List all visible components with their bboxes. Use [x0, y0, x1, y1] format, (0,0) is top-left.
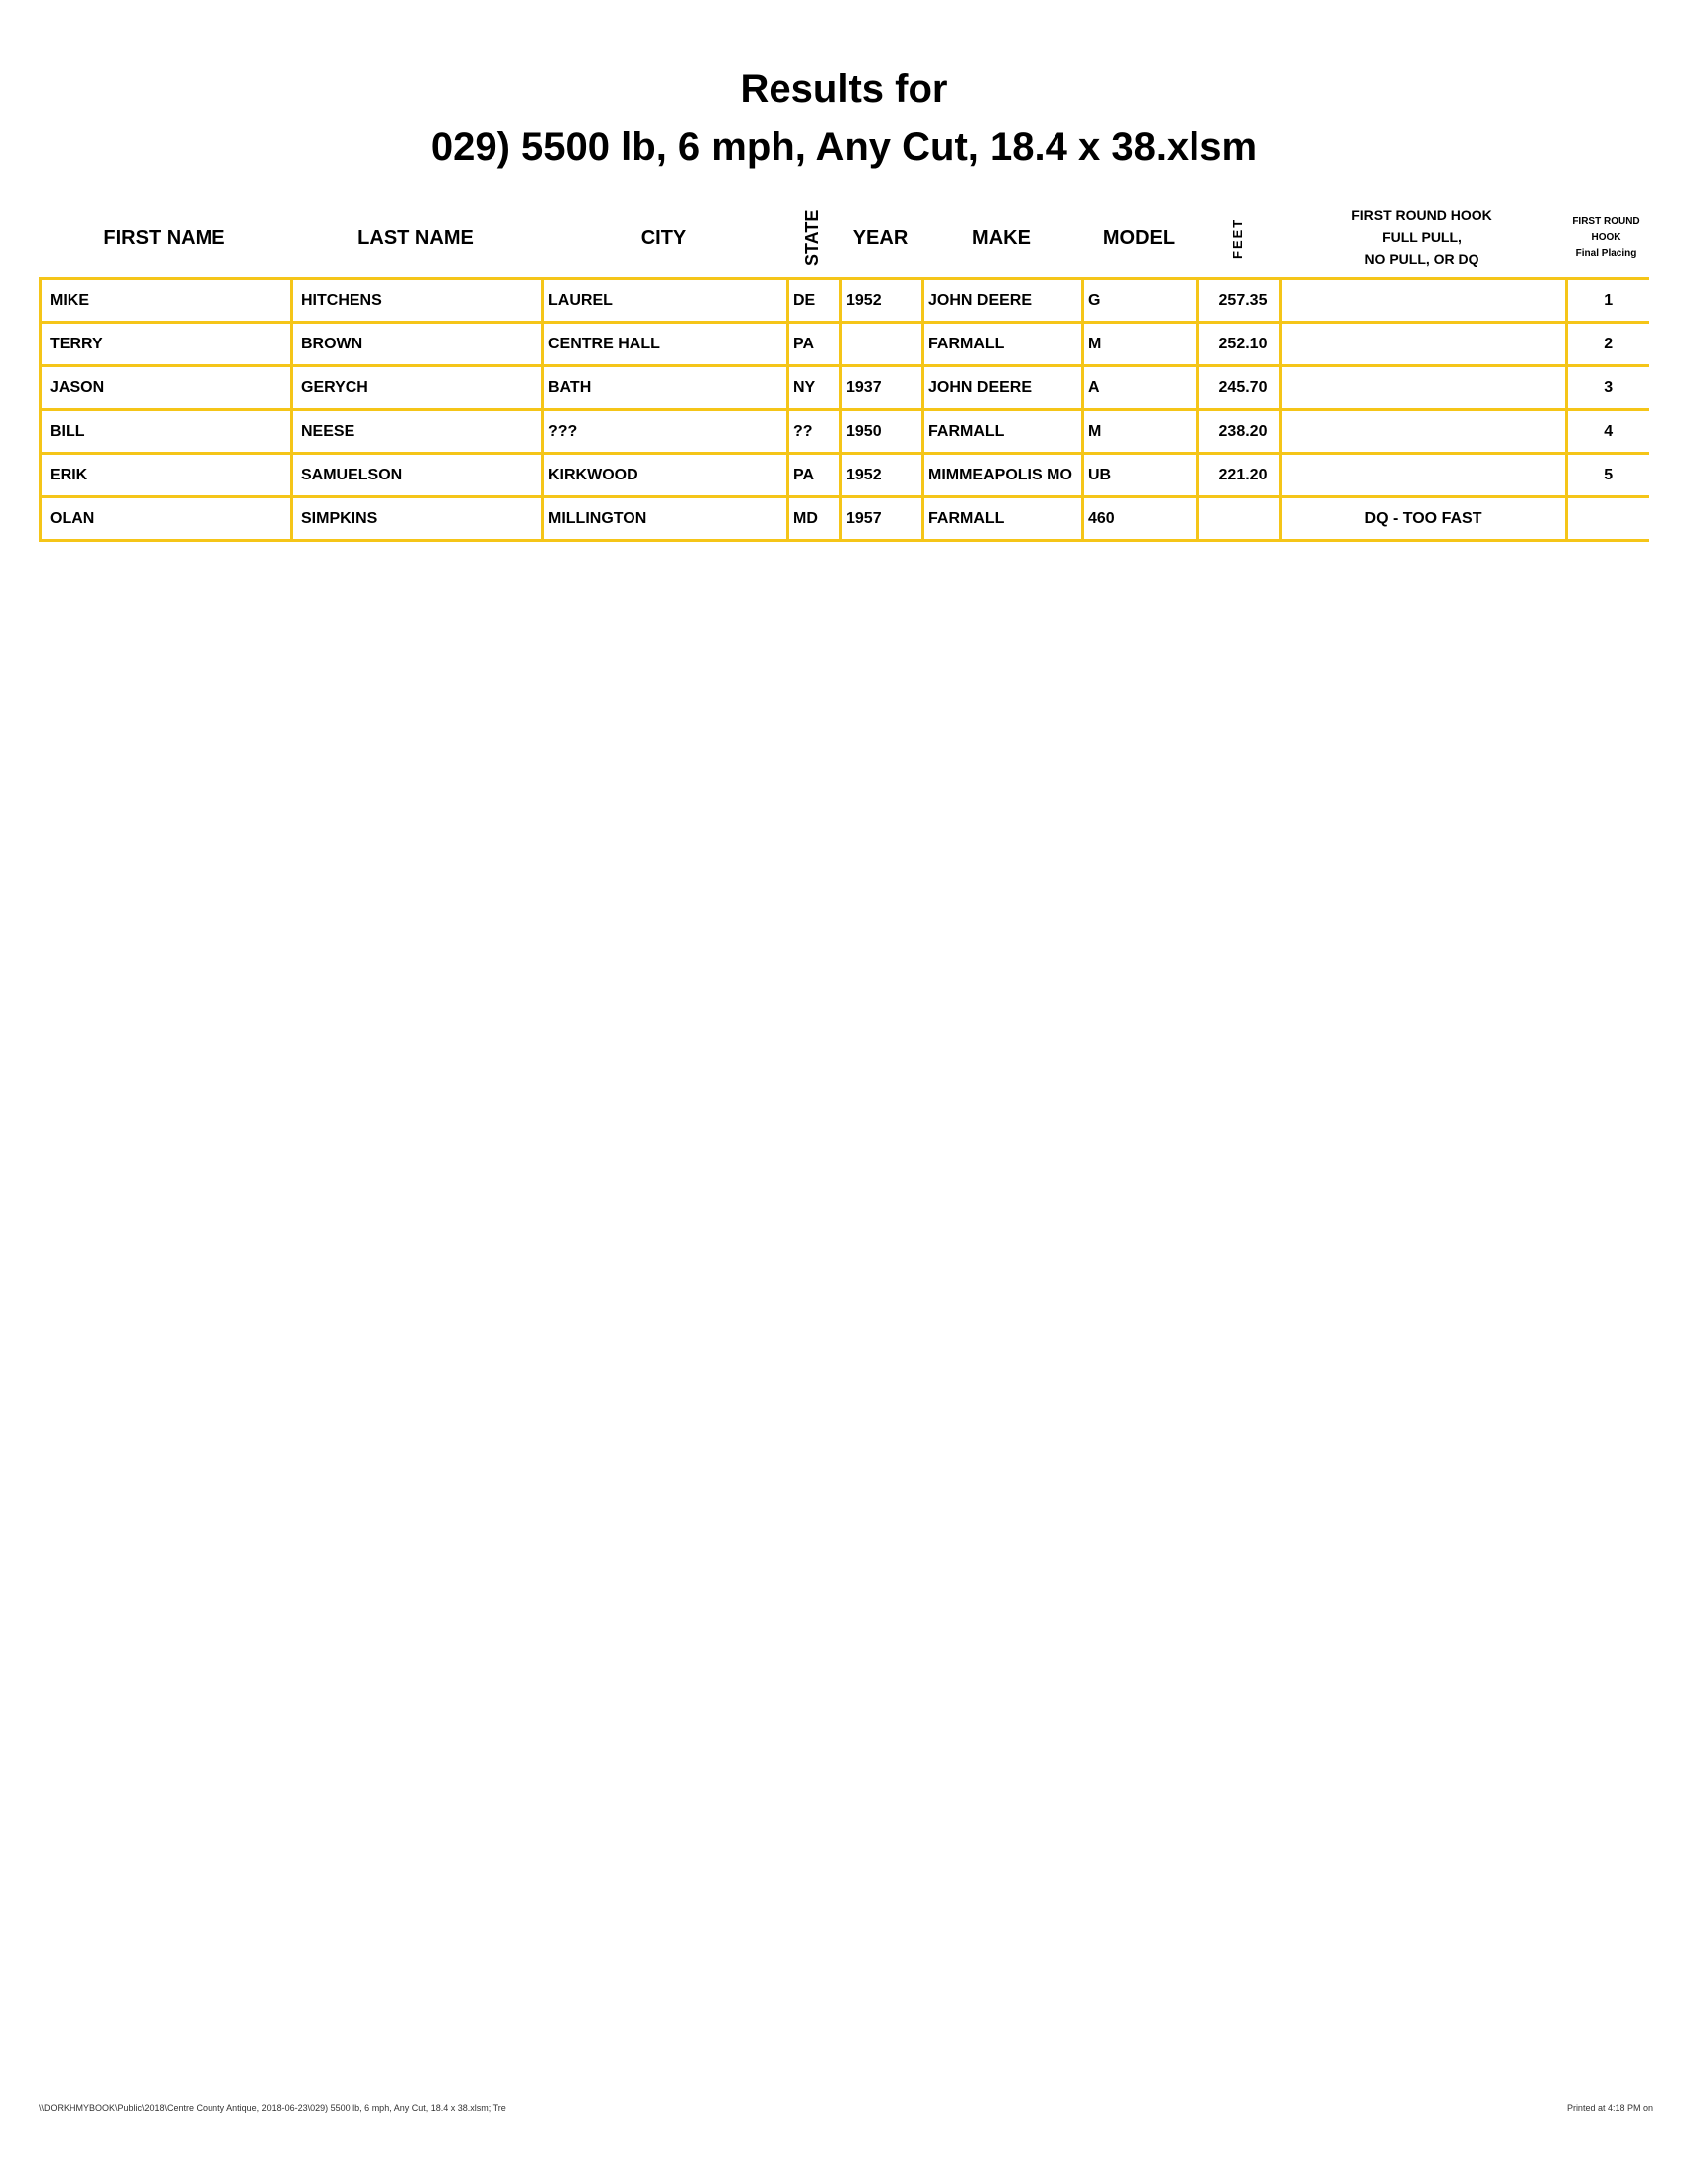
cell-year: 1950 — [841, 410, 923, 454]
cell-last-name: HITCHENS — [292, 279, 543, 323]
cell-status — [1281, 279, 1567, 323]
cell-first-name: ERIK — [41, 454, 292, 497]
header-state: STATE — [802, 209, 822, 267]
cell-status — [1281, 410, 1567, 454]
cell-year: 1937 — [841, 366, 923, 410]
cell-status: DQ - TOO FAST — [1281, 497, 1567, 541]
header-first-name: FIRST NAME — [103, 226, 225, 249]
cell-feet: 252.10 — [1198, 323, 1281, 366]
cell-model: A — [1083, 366, 1198, 410]
cell-state: DE — [788, 279, 841, 323]
header-final-placing — [1565, 197, 1647, 280]
cell-first-name: TERRY — [41, 323, 292, 366]
page-title: Results for — [740, 68, 948, 111]
cell-first-name: OLAN — [41, 497, 292, 541]
cell-feet: 257.35 — [1198, 279, 1281, 323]
cell-state: MD — [788, 497, 841, 541]
cell-city: LAUREL — [543, 279, 788, 323]
table-row — [41, 366, 1649, 410]
cell-feet: 245.70 — [1198, 366, 1281, 410]
cell-status — [1281, 323, 1567, 366]
header-placing-line1: FIRST ROUND — [1572, 216, 1640, 227]
cell-feet: 221.20 — [1198, 454, 1281, 497]
footer-printed-at: Printed at 4:18 PM on — [1566, 2103, 1653, 2113]
cell-last-name: GERYCH — [292, 366, 543, 410]
cell-state: PA — [788, 323, 841, 366]
cell-state: PA — [788, 454, 841, 497]
cell-make: JOHN DEERE — [923, 366, 1083, 410]
cell-city: ??? — [543, 410, 788, 454]
header-year: YEAR — [852, 226, 909, 249]
cell-feet — [1198, 497, 1281, 541]
cell-place — [1567, 497, 1649, 541]
footer-file-path: \\DORKHMYBOOK\Public\2018\Centre County Antique, 2018-06-23\029) 5500 lb, 6 mph, Any Cut, 18.4 x 38.xlsm; Tre — [39, 2103, 506, 2113]
cell-city: CENTRE HALL — [543, 323, 788, 366]
cell-first-name: JASON — [41, 366, 292, 410]
header-hook-line1: FIRST ROUND HOOK — [1351, 207, 1492, 224]
cell-make: FARMALL — [923, 410, 1083, 454]
cell-city: BATH — [543, 366, 788, 410]
cell-model: G — [1083, 279, 1198, 323]
cell-last-name: SIMPKINS — [292, 497, 543, 541]
table-row — [41, 454, 1649, 497]
cell-year: 1952 — [841, 454, 923, 497]
cell-city: KIRKWOOD — [543, 454, 788, 497]
header-last-name: LAST NAME — [357, 226, 474, 249]
cell-last-name: SAMUELSON — [292, 454, 543, 497]
cell-year: 1957 — [841, 497, 923, 541]
header-first-round-hook — [1279, 197, 1565, 280]
header-city: CITY — [640, 226, 687, 249]
cell-make: JOHN DEERE — [923, 279, 1083, 323]
cell-status — [1281, 454, 1567, 497]
class-title: 029) 5500 lb, 6 mph, Any Cut, 18.4 x 38.xlsm — [430, 125, 1258, 169]
cell-model: M — [1083, 410, 1198, 454]
cell-make: FARMALL — [923, 323, 1083, 366]
header-model: MODEL — [1102, 226, 1176, 249]
cell-last-name: BROWN — [292, 323, 543, 366]
cell-model: UB — [1083, 454, 1198, 497]
header-placing-line3: Final Placing — [1575, 248, 1637, 259]
cell-year — [841, 323, 923, 366]
header-hook-line3: NO PULL, OR DQ — [1364, 250, 1479, 267]
header-make: MAKE — [972, 226, 1031, 249]
table-row — [41, 279, 1649, 323]
cell-state: ?? — [788, 410, 841, 454]
cell-status — [1281, 366, 1567, 410]
header-hook-line2: FULL PULL, — [1382, 229, 1462, 246]
cell-place: 4 — [1567, 410, 1649, 454]
table-row — [41, 323, 1649, 366]
cell-make: MIMMEAPOLIS MO — [923, 454, 1083, 497]
header-feet: FEET — [1230, 217, 1245, 259]
cell-place: 2 — [1567, 323, 1649, 366]
cell-first-name: MIKE — [41, 279, 292, 323]
cell-year: 1952 — [841, 279, 923, 323]
cell-state: NY — [788, 366, 841, 410]
cell-model: 460 — [1083, 497, 1198, 541]
cell-first-name: BILL — [41, 410, 292, 454]
cell-make: FARMALL — [923, 497, 1083, 541]
results-table — [39, 277, 1649, 542]
table-row — [41, 497, 1649, 541]
cell-place: 3 — [1567, 366, 1649, 410]
cell-city: MILLINGTON — [543, 497, 788, 541]
header-placing-line2: HOOK — [1591, 232, 1621, 243]
cell-place: 5 — [1567, 454, 1649, 497]
cell-model: M — [1083, 323, 1198, 366]
cell-last-name: NEESE — [292, 410, 543, 454]
table-row — [41, 410, 1649, 454]
cell-feet: 238.20 — [1198, 410, 1281, 454]
cell-place: 1 — [1567, 279, 1649, 323]
